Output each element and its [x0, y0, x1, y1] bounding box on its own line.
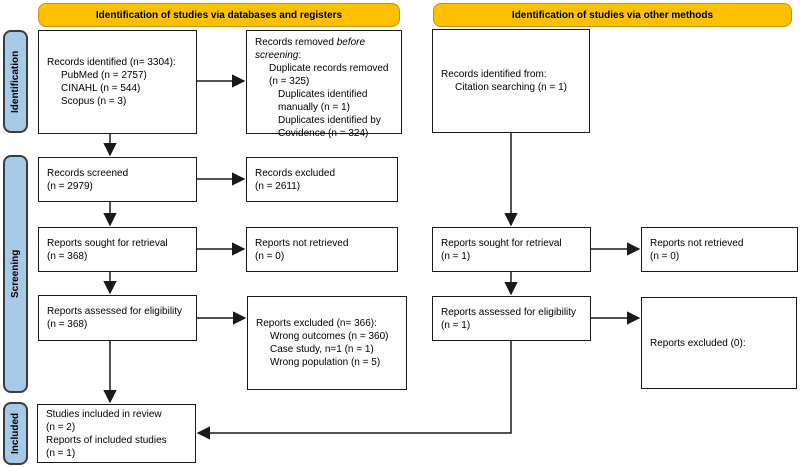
box-line: Reports of included studies [46, 434, 167, 446]
box-reports-assessed-databases [38, 295, 197, 341]
box-line: Reports excluded (n= 366): [256, 318, 377, 329]
box-line: (n = 1) [441, 250, 471, 262]
box-line: Studies included in review [46, 408, 162, 420]
box-line: Reports sought for retrieval [47, 237, 168, 249]
banner-other-methods [433, 3, 792, 27]
box-line: Reports sought for retrieval [441, 237, 562, 249]
phase-included-text: Included [10, 412, 21, 455]
phase-label-included [3, 402, 28, 465]
box-line: (n = 2979) [47, 180, 93, 192]
box-line: Reports excluded (0): [650, 337, 746, 349]
phase-identification-text: Identification [10, 50, 21, 113]
box-line: Citation searching (n = 1) [455, 82, 568, 93]
box-line: (n = 2611) [255, 180, 301, 192]
box-line: PubMed (n = 2757) [61, 70, 147, 81]
box-line: (n = 0) [255, 250, 285, 262]
phase-label-screening [3, 155, 28, 393]
box-reports-excluded-databases [247, 296, 407, 390]
box-line: (n = 325) [269, 76, 310, 87]
box-records-identified [38, 30, 197, 134]
box-line: (n = 2) [46, 421, 76, 433]
box-reports-sought-databases [38, 227, 197, 272]
box-line: Records excluded [255, 167, 336, 179]
banner-databases-label: Identification of studies via databases and registers [95, 9, 343, 21]
box-line: (n = 0) [650, 250, 680, 262]
box-line: (n = 368) [47, 319, 88, 330]
phase-screening-text: Screening [10, 249, 21, 299]
box-reports-sought-other [432, 227, 591, 272]
box-line: Duplicates identified by [278, 115, 381, 126]
box-line: Scopus (n = 3) [61, 96, 127, 107]
phase-label-identification [3, 30, 28, 133]
box-line: Covidence (n = 324) [278, 128, 369, 139]
box-line: screening: [255, 50, 302, 61]
box-line: Wrong population (n = 5) [270, 357, 381, 368]
box-reports-assessed-other [432, 296, 591, 341]
box-line: Records removed before [255, 37, 366, 48]
box-line: Duplicates identified [278, 89, 368, 100]
box-reports-excluded-other [641, 297, 797, 389]
box-line: Wrong outcomes (n = 360) [270, 331, 389, 342]
box-reports-not-retrieved-other [641, 227, 798, 272]
banner-databases-registers [38, 3, 400, 27]
box-line: (n = 1) [441, 319, 471, 331]
banner-other-label: Identification of studies via other methods [511, 9, 714, 21]
box-records-removed [246, 30, 402, 139]
box-studies-included [37, 404, 196, 463]
box-line: Records identified (n= 3304): [47, 57, 176, 68]
box-line: CINAHL (n = 544) [61, 83, 141, 94]
box-line: Reports assessed for eligibility [441, 306, 577, 318]
box-line: Records identified from: [441, 69, 547, 80]
box-line: Reports not retrieved [255, 237, 349, 249]
box-reports-not-retrieved-databases [246, 227, 398, 272]
box-line: Case study, n=1 (n = 1) [270, 344, 374, 355]
box-records-excluded [246, 157, 398, 202]
box-line: Duplicate records removed [269, 63, 389, 74]
box-line: manually (n = 1) [278, 102, 350, 113]
box-line: (n = 1) [46, 447, 76, 459]
box-records-screened [38, 157, 197, 202]
box-line: Records screened [47, 167, 129, 179]
box-line: Reports assessed for eligibility [47, 306, 183, 317]
box-records-identified-other [432, 29, 590, 133]
box-line: Reports not retrieved [650, 237, 744, 249]
box-line: (n = 368) [47, 250, 88, 262]
